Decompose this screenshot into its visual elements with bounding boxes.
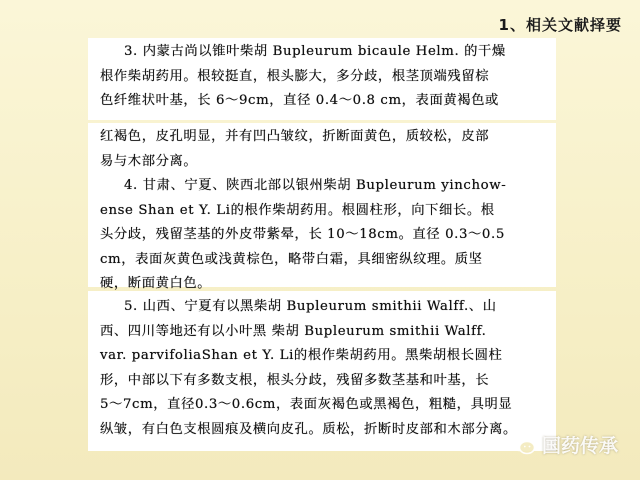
excerpt-line: 硬，断面黄白色。	[100, 276, 212, 291]
excerpt-line: 色纤维状叶基，长 6～9cm，直径 0.4～0.8 cm，表面黄褐色或	[100, 93, 499, 108]
excerpt-line: 头分歧，残留茎基的外皮带紫晕，长 10～18cm。直径 0.3～0.5	[100, 227, 505, 242]
excerpt-line: 红褐色，皮孔明显，并有凹凸皱纹，折断面黄色，质较松，皮部	[100, 129, 490, 144]
watermark-text: 国药传承	[541, 435, 618, 457]
watermark	[510, 431, 618, 458]
excerpt-block-2	[88, 123, 556, 291]
excerpt-line: ense Shan et Y. Li的根作柴胡药用。根圆柱形，向下细长。根	[100, 202, 495, 218]
excerpt-line: 5. 山西、宁夏有以黑柴胡 Bupleurum smithii Walff.、山	[124, 299, 497, 314]
excerpt-line: 纵皱，有白色支根圆痕及横向皮孔。质松，折断时皮部和木部分离。	[100, 421, 517, 437]
excerpt-line: 西、四川等地还有以小叶黑 柴胡 Bupleurum smithii Walff.	[100, 323, 487, 339]
wechat-icon	[510, 434, 536, 456]
excerpt-line: cm，表面灰黄色或浅黄棕色，略带白霜，具细密纵纹理。质坚	[100, 251, 483, 267]
excerpt-line: 易与木部分离。	[100, 153, 198, 169]
excerpt-block-3	[88, 291, 556, 451]
excerpt-block-1	[88, 38, 556, 120]
excerpt-line: 5～7cm，直径0.3～0.6cm，表面灰褐色或黑褐色，粗糙，具明显	[100, 397, 513, 412]
excerpt-line: 根作柴胡药用。根较挺直，根头膨大，多分歧，根茎顶端残留棕	[100, 68, 490, 84]
section-title: 1、相关文献择要	[498, 16, 622, 34]
excerpt-line: var. parvifoliaShan et Y. Li的根作柴胡药用。黑柴胡根长圆柱	[100, 348, 503, 363]
excerpt-line: 形，中部以下有多数支根，根头分歧，残留多数茎基和叶基，长	[100, 372, 490, 388]
excerpt-line: 4. 甘肃、宁夏、陕西北部以银州柴胡 Bupleurum yinchow-	[124, 178, 507, 193]
excerpt-line: 3. 内蒙古尚以锥叶柴胡 Bupleurum bicaule Helm. 的干燥	[124, 44, 506, 59]
